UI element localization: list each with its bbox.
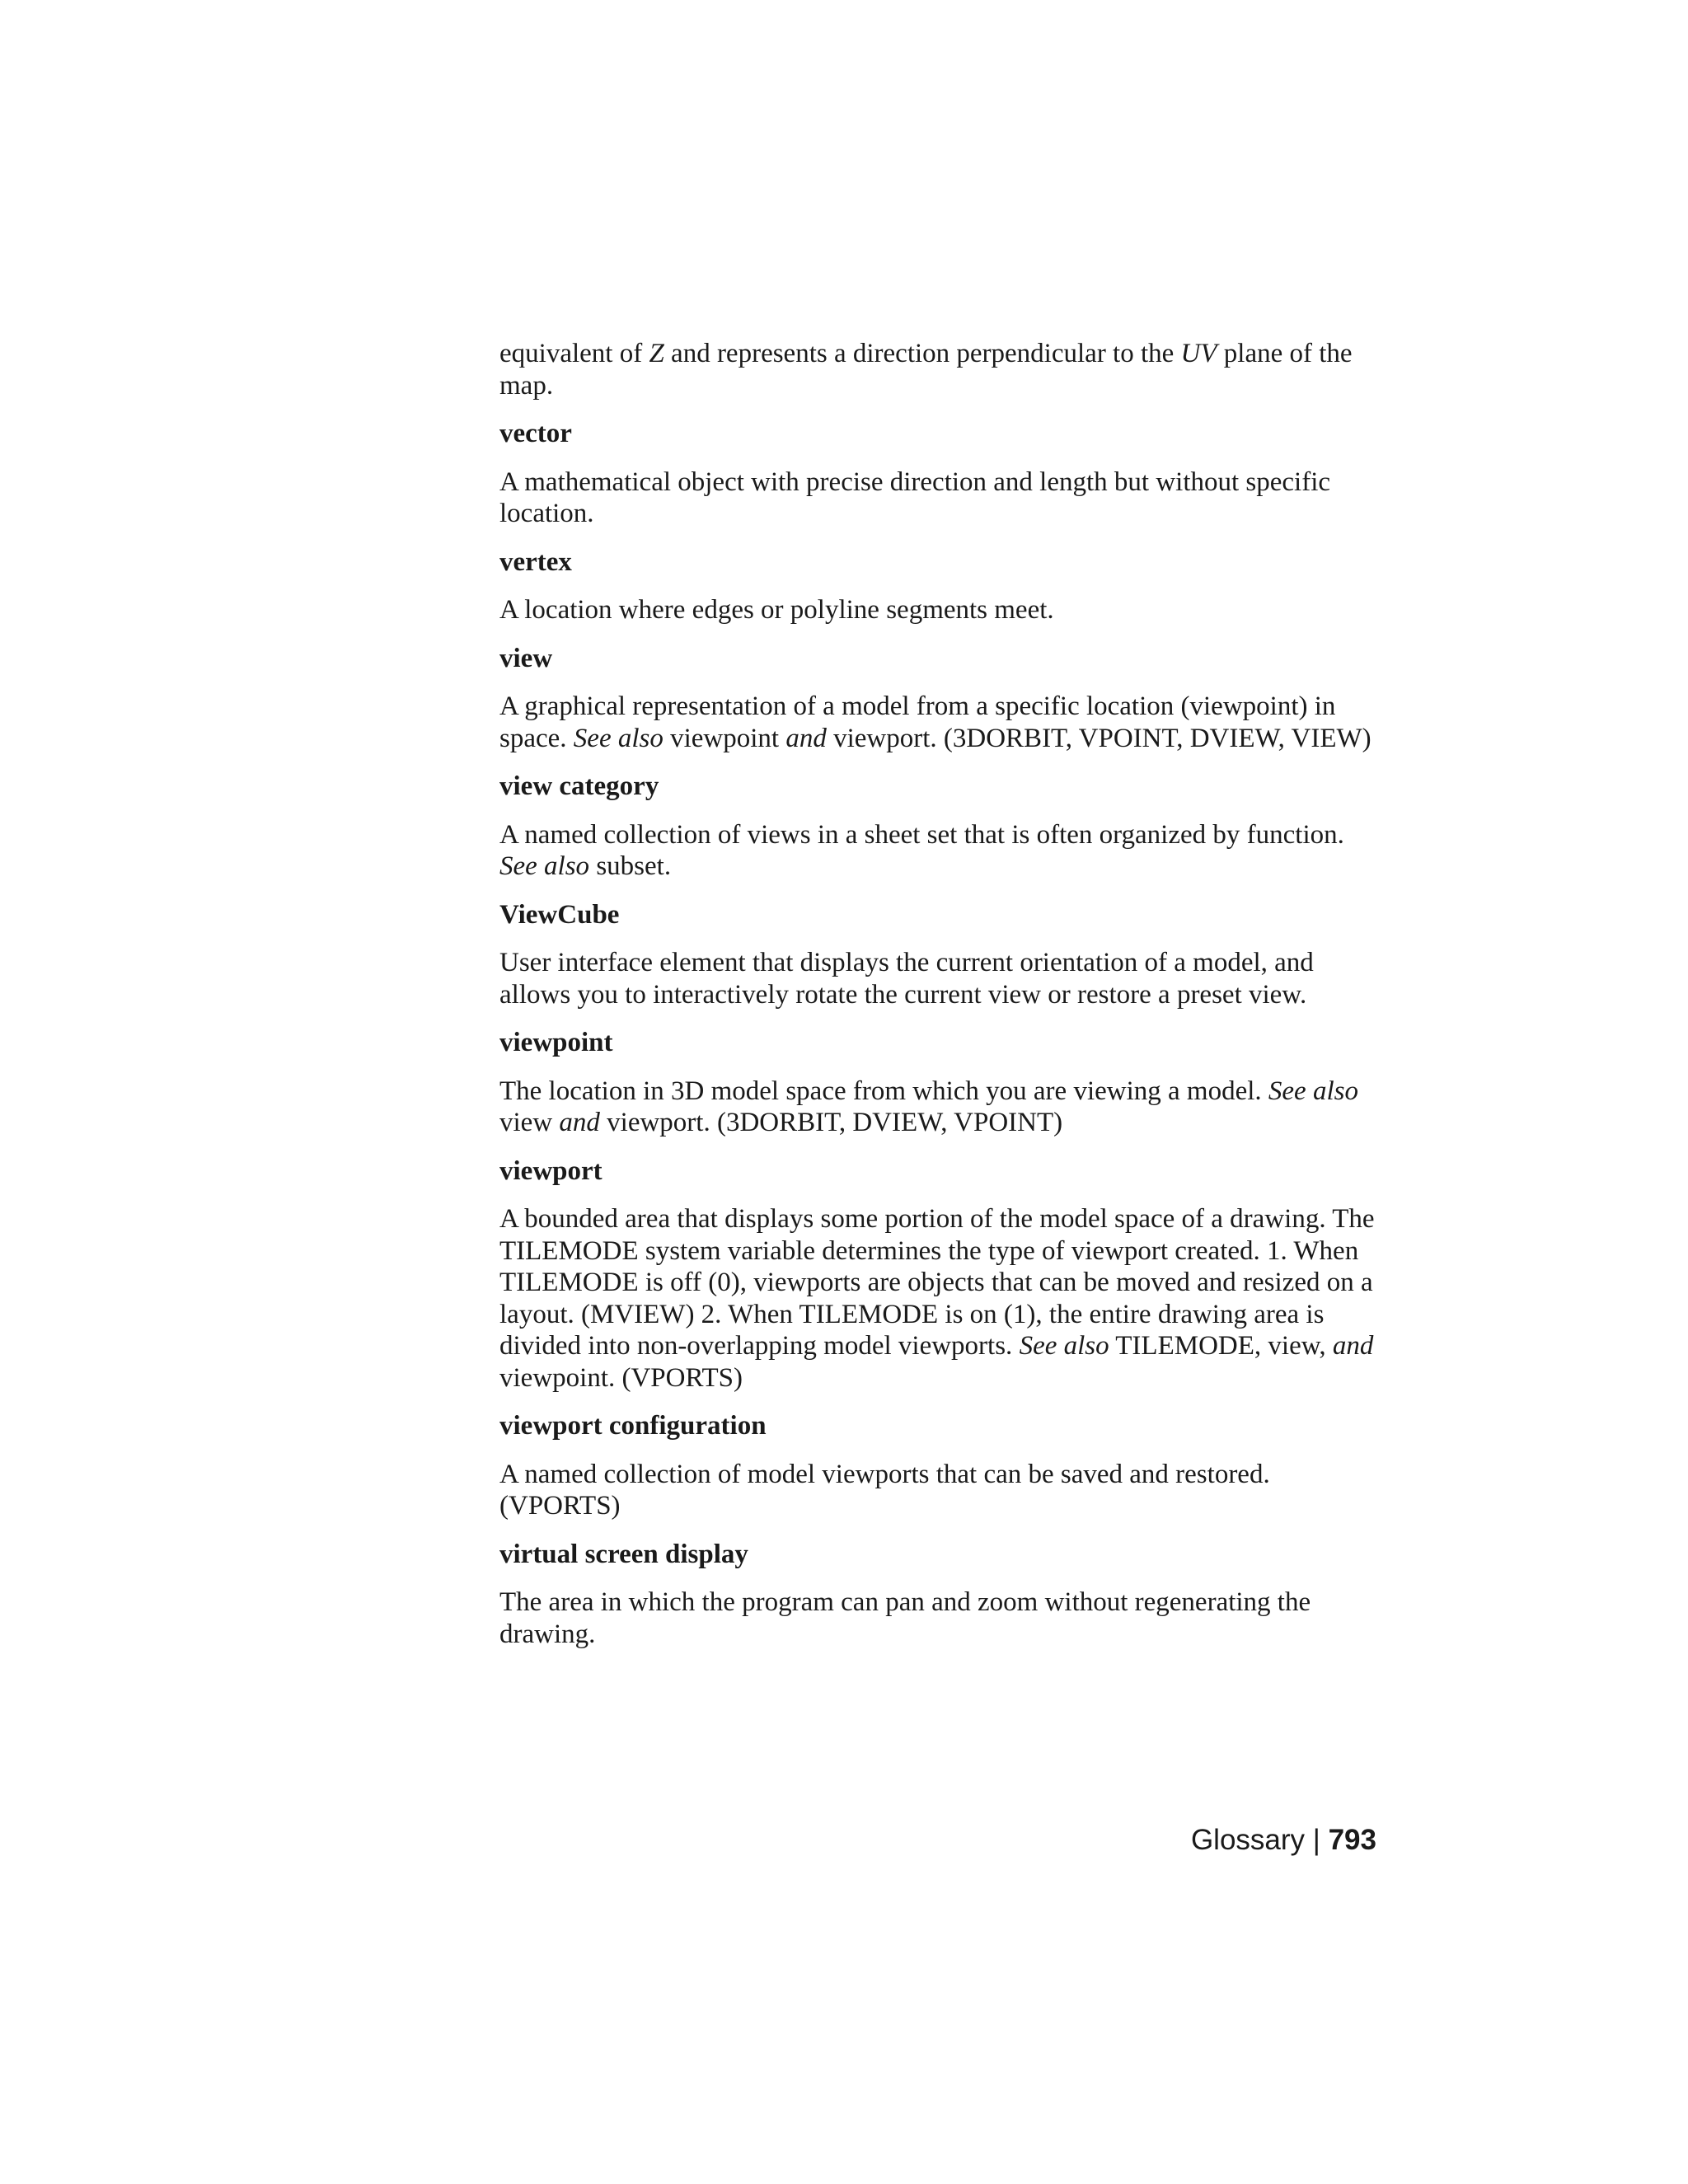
page-footer [1191, 1824, 1376, 1857]
definition-text: view [499, 1108, 560, 1137]
glossary-term: virtual screen display [499, 1539, 748, 1569]
emphasis-text: Z [649, 339, 664, 368]
definition-text: viewpoint [663, 723, 786, 753]
definition-text: viewport. (3DORBIT, DVIEW, VPOINT) [599, 1108, 1063, 1137]
definition-text: plane of the map. [499, 339, 1353, 401]
definition-text: A named collection of views in a sheet set that is often organized by function. [499, 819, 1344, 850]
page-number: 793 [1328, 1824, 1376, 1856]
definition-text: and represents a direction perpendicular to the [663, 339, 1181, 368]
emphasis-text: and [785, 723, 827, 753]
continued-definition [499, 338, 1376, 401]
emphasis-text: See also [1268, 1076, 1358, 1106]
definition-text: A location where edges or polyline segments meet. [499, 595, 1054, 625]
glossary-term: viewport [499, 1155, 603, 1186]
emphasis-text: See also [499, 851, 590, 881]
definition-text: viewpoint. (VPORTS) [499, 1362, 743, 1393]
glossary-term: viewport configuration [499, 1411, 767, 1441]
glossary-definition [499, 1586, 1376, 1650]
glossary-definition [499, 1203, 1376, 1394]
glossary-term: vertex [499, 546, 572, 577]
footer-section-title: Glossary [1190, 1824, 1306, 1856]
definition-text: TILEMODE, view, [1109, 1331, 1333, 1361]
glossary-definition [499, 691, 1376, 754]
definition-text: equivalent of [499, 339, 649, 368]
glossary-term: viewpoint [499, 1028, 613, 1057]
glossary-definition [499, 466, 1376, 530]
definition-text: The location in 3D model space from which you are viewing a model. [499, 1076, 1268, 1106]
definition-text: The area in which the program can pan and zoom without regenerating the drawing. [499, 1587, 1311, 1649]
footer-separator: | [1312, 1824, 1320, 1856]
glossary-definition [499, 1459, 1376, 1522]
definition-text: subset. [589, 851, 672, 881]
glossary-definition [499, 1076, 1376, 1139]
definition-text: A graphical representation of a model from a specific location (viewpoint) in space. [499, 691, 1336, 753]
glossary-term: view category [499, 771, 659, 801]
glossary-definition [499, 947, 1376, 1010]
glossary-content [499, 338, 1376, 1666]
definition-text: A named collection of model viewports that can be saved and restored. (VPORTS) [499, 1459, 1270, 1521]
glossary-term: vector [499, 419, 572, 448]
definition-text: A bounded area that displays some portion of the model space of a drawing. The TILEMODE system variable determines the type of viewport created. 1. When TILEMODE is off (0), viewports are objects that can be moved and resized on a layout. (MVIEW) 2. When TILEMODE is on (1), the entire drawing area is divided into non-overlapping model viewports. [499, 1204, 1375, 1361]
emphasis-text: and [559, 1108, 600, 1137]
emphasis-text: See also [573, 723, 663, 753]
emphasis-text: See also [1019, 1331, 1109, 1361]
definition-text: A mathematical object with precise direction and length but without specific location. [499, 466, 1331, 528]
glossary-term: ViewCube [499, 899, 620, 930]
glossary-term: view [499, 643, 553, 673]
emphasis-text: UV [1180, 339, 1217, 368]
glossary-definition [499, 819, 1376, 883]
glossary-definition [499, 594, 1376, 626]
definition-text: viewport. (3DORBIT, VPOINT, DVIEW, VIEW) [826, 723, 1372, 753]
emphasis-text: and [1332, 1331, 1374, 1361]
definition-text: User interface element that displays the current orientation of a model, and allows you to interactively rotate the current view or restore a preset view. [499, 948, 1314, 1010]
